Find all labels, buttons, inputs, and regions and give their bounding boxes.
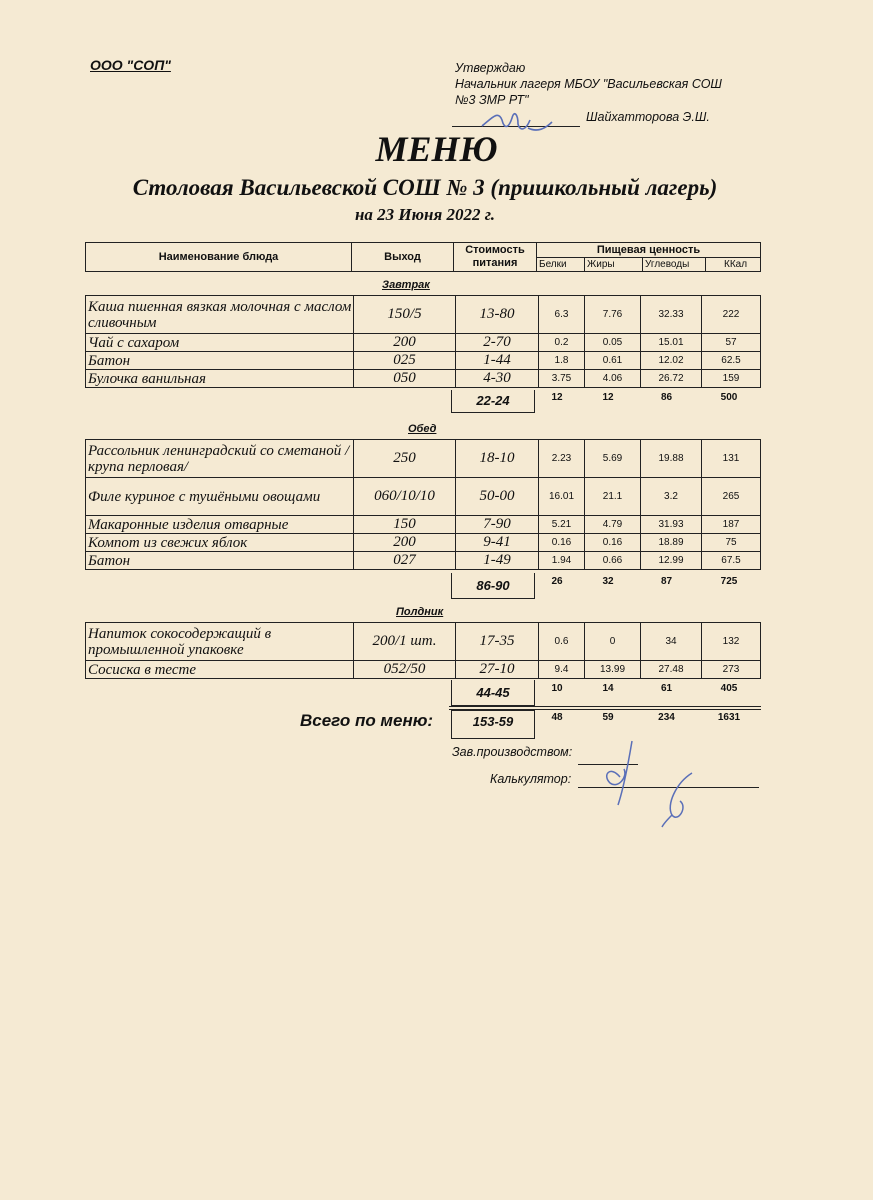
dish-kcal: 273 bbox=[702, 661, 761, 679]
dish-cost: 13-80 bbox=[456, 296, 539, 334]
dish-kcal: 75 bbox=[702, 534, 761, 552]
dish-cost: 9-41 bbox=[456, 534, 539, 552]
menu-section-snack bbox=[85, 622, 761, 679]
header-nutrition: Пищевая ценность bbox=[537, 243, 761, 258]
dish-cost: 27-10 bbox=[456, 661, 539, 679]
lunch-total-carbs: 87 bbox=[660, 576, 673, 587]
dish-carbs: 26.72 bbox=[641, 370, 702, 388]
dish-protein: 0.16 bbox=[539, 534, 585, 552]
snack-total-protein: 10 bbox=[551, 683, 563, 694]
table-row bbox=[86, 661, 761, 679]
snack-total-cost: 44-45 bbox=[451, 680, 535, 706]
production-manager-label: Зав.производством: bbox=[452, 745, 573, 759]
snack-total-kcal: 405 bbox=[720, 683, 738, 694]
dish-fat: 0.05 bbox=[585, 334, 641, 352]
approval-block bbox=[455, 60, 755, 108]
dish-kcal: 222 bbox=[702, 296, 761, 334]
header-cost: Стоимость питания bbox=[454, 243, 537, 272]
approval-line-3: №3 ЗМР РТ" bbox=[455, 93, 529, 107]
header-output: Выход bbox=[352, 243, 454, 272]
dish-name: Рассольник ленинградский со сметаной /крупа перловая/ bbox=[86, 440, 354, 478]
dish-protein: 6.3 bbox=[539, 296, 585, 334]
dish-cost: 1-49 bbox=[456, 552, 539, 570]
lunch-total-kcal: 725 bbox=[720, 576, 738, 587]
approval-line-2: Начальник лагеря МБОУ "Васильевская СОШ bbox=[455, 77, 722, 91]
dish-cost: 17-35 bbox=[456, 623, 539, 661]
dish-fat: 4.06 bbox=[585, 370, 641, 388]
dish-protein: 0.6 bbox=[539, 623, 585, 661]
menu-header bbox=[85, 242, 761, 272]
grand-total-rule bbox=[449, 706, 761, 707]
dish-name: Филе куриное с тушёными овощами bbox=[86, 478, 354, 516]
grand-total-fat: 59 bbox=[602, 712, 614, 723]
dish-protein: 5.21 bbox=[539, 516, 585, 534]
table-row bbox=[86, 552, 761, 570]
calculator-label: Калькулятор: bbox=[490, 772, 572, 786]
breakfast-total-carbs: 86 bbox=[660, 392, 673, 403]
approval-line-1: Утверждаю bbox=[455, 61, 526, 75]
document-date: на 23 Июня 2022 г. bbox=[354, 205, 496, 224]
dish-carbs: 31.93 bbox=[641, 516, 702, 534]
document-title: МЕНЮ bbox=[375, 129, 498, 169]
dish-carbs: 32.33 bbox=[641, 296, 702, 334]
dish-kcal: 187 bbox=[702, 516, 761, 534]
grand-total-cost: 153-59 bbox=[451, 710, 535, 739]
section-title-snack: Полдник bbox=[396, 606, 444, 618]
dish-cost: 1-44 bbox=[456, 352, 539, 370]
dish-output: 060/10/10 bbox=[354, 478, 456, 516]
dish-name: Напиток сокосодержащий в промышленной упаковке bbox=[86, 623, 354, 661]
table-row bbox=[86, 534, 761, 552]
dish-protein: 2.23 bbox=[539, 440, 585, 478]
dish-carbs: 3.2 bbox=[641, 478, 702, 516]
dish-output: 200 bbox=[354, 534, 456, 552]
dish-name: Компот из свежих яблок bbox=[86, 534, 354, 552]
section-title-lunch: Обед bbox=[408, 423, 437, 435]
organization-name: ООО "СОП" bbox=[90, 57, 171, 73]
header-carbs: Углеводы bbox=[643, 258, 706, 272]
dish-output: 027 bbox=[354, 552, 456, 570]
dish-name: Чай с сахаром bbox=[86, 334, 354, 352]
header-kcal: ККал bbox=[706, 258, 761, 272]
dish-protein: 16.01 bbox=[539, 478, 585, 516]
dish-name: Батон bbox=[86, 352, 354, 370]
footer-signatures bbox=[580, 735, 720, 830]
breakfast-total-protein: 12 bbox=[551, 392, 563, 403]
dish-output: 052/50 bbox=[354, 661, 456, 679]
dish-output: 250 bbox=[354, 440, 456, 478]
dish-output: 050 bbox=[354, 370, 456, 388]
dish-protein: 9.4 bbox=[539, 661, 585, 679]
breakfast-total-fat: 12 bbox=[602, 392, 614, 403]
breakfast-total-cost: 22-24 bbox=[451, 390, 535, 413]
grand-total-label: Всего по меню: bbox=[300, 711, 434, 730]
dish-carbs: 18.89 bbox=[641, 534, 702, 552]
dish-protein: 1.8 bbox=[539, 352, 585, 370]
grand-total-protein: 48 bbox=[551, 712, 563, 723]
dish-fat: 7.76 bbox=[585, 296, 641, 334]
lunch-total-cost: 86-90 bbox=[451, 573, 535, 599]
section-title-breakfast: Завтрак bbox=[382, 279, 430, 291]
table-row bbox=[86, 352, 761, 370]
approver-name: Шайхатторова Э.Ш. bbox=[586, 110, 710, 124]
snack-total-carbs: 61 bbox=[660, 683, 673, 694]
dish-fat: 4.79 bbox=[585, 516, 641, 534]
table-row bbox=[86, 440, 761, 478]
dish-fat: 21.1 bbox=[585, 478, 641, 516]
dish-kcal: 67.5 bbox=[702, 552, 761, 570]
lunch-total-protein: 26 bbox=[551, 576, 563, 587]
table-row bbox=[86, 478, 761, 516]
document-subtitle: Столовая Васильевской СОШ № 3 (пришкольный лагерь) bbox=[132, 175, 718, 200]
dish-fat: 13.99 bbox=[585, 661, 641, 679]
menu-section-breakfast bbox=[85, 295, 761, 388]
dish-protein: 1.94 bbox=[539, 552, 585, 570]
dish-cost: 2-70 bbox=[456, 334, 539, 352]
dish-carbs: 27.48 bbox=[641, 661, 702, 679]
dish-kcal: 132 bbox=[702, 623, 761, 661]
dish-fat: 5.69 bbox=[585, 440, 641, 478]
menu-section-lunch bbox=[85, 439, 761, 570]
table-row bbox=[86, 623, 761, 661]
dish-carbs: 34 bbox=[641, 623, 702, 661]
lunch-total-fat: 32 bbox=[602, 576, 614, 587]
header-name: Наименование блюда bbox=[86, 243, 352, 272]
grand-total-carbs: 234 bbox=[658, 712, 675, 723]
dish-carbs: 15.01 bbox=[641, 334, 702, 352]
dish-kcal: 131 bbox=[702, 440, 761, 478]
snack-total-fat: 14 bbox=[602, 683, 614, 694]
dish-output: 025 bbox=[354, 352, 456, 370]
table-row bbox=[86, 334, 761, 352]
table-row bbox=[86, 296, 761, 334]
dish-carbs: 19.88 bbox=[641, 440, 702, 478]
dish-cost: 18-10 bbox=[456, 440, 539, 478]
dish-output: 150 bbox=[354, 516, 456, 534]
dish-fat: 0.61 bbox=[585, 352, 641, 370]
dish-protein: 3.75 bbox=[539, 370, 585, 388]
dish-name: Сосиска в тесте bbox=[86, 661, 354, 679]
dish-cost: 7-90 bbox=[456, 516, 539, 534]
dish-fat: 0 bbox=[585, 623, 641, 661]
table-row bbox=[86, 370, 761, 388]
dish-kcal: 159 bbox=[702, 370, 761, 388]
dish-name: Булочка ванильная bbox=[86, 370, 354, 388]
dish-kcal: 265 bbox=[702, 478, 761, 516]
dish-cost: 4-30 bbox=[456, 370, 539, 388]
dish-fat: 0.16 bbox=[585, 534, 641, 552]
dish-output: 150/5 bbox=[354, 296, 456, 334]
dish-name: Макаронные изделия отварные bbox=[86, 516, 354, 534]
dish-cost: 50-00 bbox=[456, 478, 539, 516]
header-protein: Белки bbox=[537, 258, 585, 272]
dish-name: Батон bbox=[86, 552, 354, 570]
grand-total-kcal: 1631 bbox=[717, 712, 741, 723]
dish-protein: 0.2 bbox=[539, 334, 585, 352]
table-row bbox=[86, 516, 761, 534]
dish-carbs: 12.02 bbox=[641, 352, 702, 370]
dish-fat: 0.66 bbox=[585, 552, 641, 570]
dish-output: 200 bbox=[354, 334, 456, 352]
dish-name: Каша пшенная вязкая молочная с маслом сливочным bbox=[86, 296, 354, 334]
dish-carbs: 12.99 bbox=[641, 552, 702, 570]
dish-output: 200/1 шт. bbox=[354, 623, 456, 661]
dish-kcal: 57 bbox=[702, 334, 761, 352]
dish-kcal: 62.5 bbox=[702, 352, 761, 370]
header-fat: Жиры bbox=[585, 258, 643, 272]
breakfast-total-kcal: 500 bbox=[720, 392, 738, 403]
